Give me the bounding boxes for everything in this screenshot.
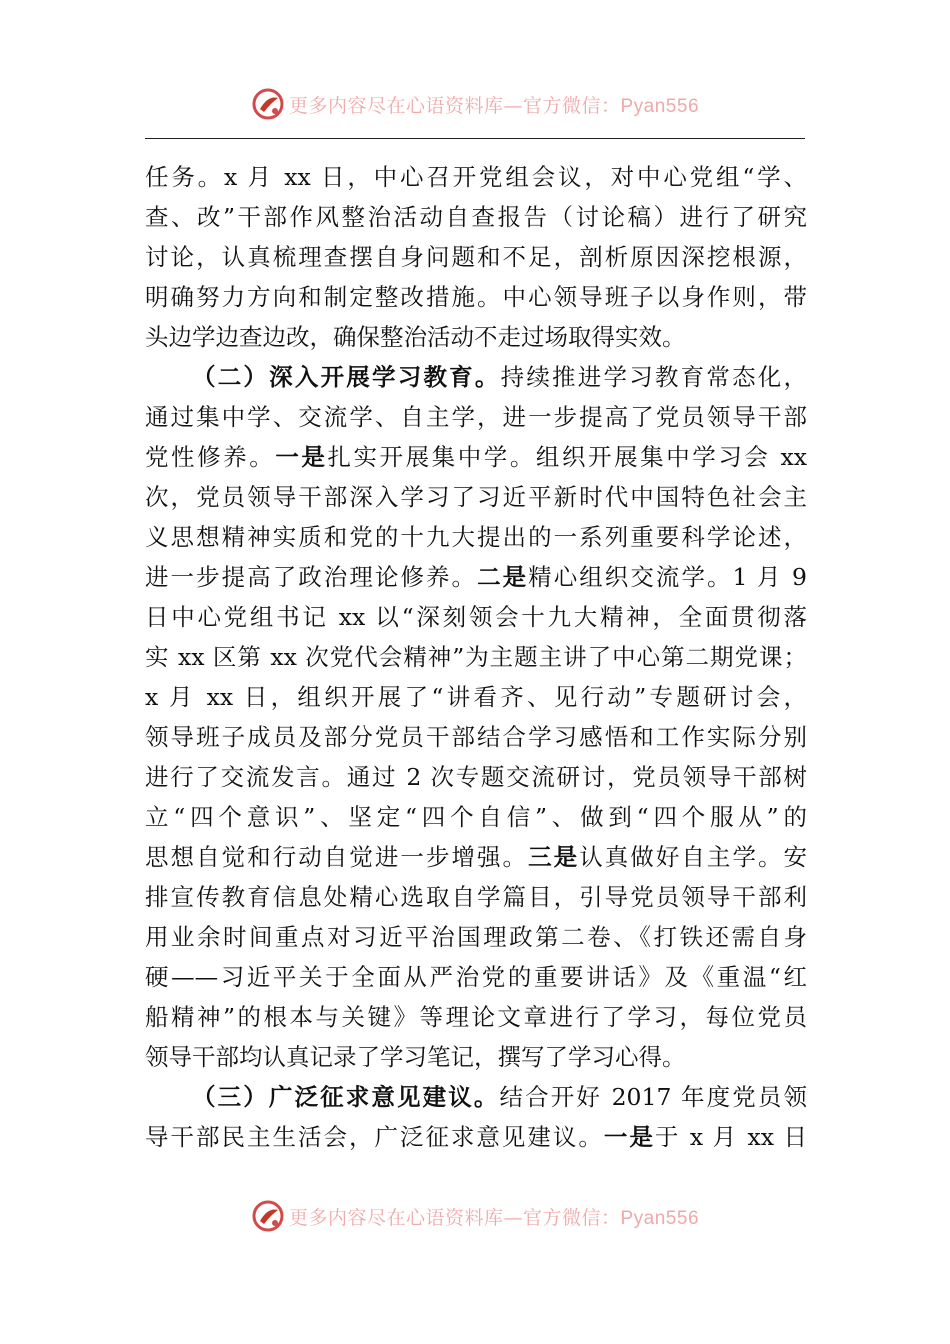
para2-line: 领导班子成员及部分党员干部结合学习感悟和工作实际分别 bbox=[145, 723, 807, 751]
header-divider bbox=[145, 138, 805, 139]
watermark-text: 更多内容尽在心语资料库—官方微信： bbox=[288, 94, 621, 117]
para1-line: 查、改”干部作风整治活动自查报告（讨论稿）进行了研究 bbox=[145, 203, 807, 231]
para2-line: （二）深入开展学习教育。持续推进学习教育常态化， bbox=[192, 363, 808, 391]
footer-watermark bbox=[0, 1196, 950, 1236]
para2-line: 船精神”的根本与关键》等理论文章进行了学习，每位党员 bbox=[145, 1003, 807, 1031]
para1-line: 任务。x 月 xx 日，中心召开党组会议，对中心党组“学、 bbox=[145, 163, 807, 191]
para2-line: 次，党员领导干部深入学习了习近平新时代中国特色社会主 bbox=[145, 483, 807, 511]
section-heading: （三）广泛征求意见建议。 bbox=[192, 1083, 500, 1111]
document-body bbox=[145, 157, 807, 1157]
brush-logo-icon bbox=[251, 1199, 285, 1233]
para3-line: 导干部民主生活会，广泛征求意见建议。一是于 x 月 xx 日 bbox=[145, 1123, 808, 1151]
brush-logo-icon bbox=[251, 87, 285, 121]
para3-line: （三）广泛征求意见建议。结合开好 2017 年度党员领 bbox=[192, 1083, 807, 1111]
para1-line: 头边学边查边改，确保整治活动不走过场取得实效。 bbox=[145, 323, 686, 351]
header-watermark bbox=[0, 84, 950, 124]
para2-line: 用业余时间重点对习近平治国理政第二卷、《打铁还需自身 bbox=[145, 923, 807, 951]
para2-line: 日中心党组书记 xx 以“深刻领会十九大精神，全面贯彻落 bbox=[145, 603, 807, 631]
para2-line: 进行了交流发言。通过 2 次专题交流研讨，党员领导干部树 bbox=[145, 763, 807, 791]
watermark-wechat-id: Pyan556 bbox=[620, 95, 700, 117]
para2-line: 硬——习近平关于全面从严治党的重要讲话》及《重温“红 bbox=[145, 963, 807, 991]
para1-line: 讨论，认真梳理查摆自身问题和不足，剖析原因深挖根源， bbox=[145, 243, 807, 271]
para2-line: 党性修养。一是扎实开展集中学。组织开展集中学习会 xx bbox=[145, 443, 808, 471]
para2-line: 进一步提高了政治理论修养。二是精心组织交流学。1 月 9 bbox=[145, 563, 808, 591]
para2-line: 排宣传教育信息处精心选取自学篇目，引导党员领导干部利 bbox=[145, 883, 807, 911]
para2-line: 领导干部均认真记录了学习笔记，撰写了学习心得。 bbox=[145, 1043, 686, 1071]
para2-line: 实 xx 区第 xx 次党代会精神”为主题主讲了中心第二期党课； bbox=[145, 643, 807, 671]
para2-line: 义思想精神实质和党的十九大提出的一系列重要科学论述， bbox=[145, 523, 807, 551]
para1-line: 明确努力方向和制定整改措施。中心领导班子以身作则，带 bbox=[145, 283, 807, 311]
para2-line: 思想自觉和行动自觉进一步增强。三是认真做好自主学。安 bbox=[145, 843, 808, 871]
para2-line: 通过集中学、交流学、自主学，进一步提高了党员领导干部 bbox=[145, 403, 807, 431]
watermark-text: 更多内容尽在心语资料库—官方微信： bbox=[288, 1206, 621, 1229]
para2-line: x 月 xx 日，组织开展了“讲看齐、见行动”专题研讨会， bbox=[145, 683, 807, 711]
para2-line: 立“四个意识”、坚定“四个自信”、做到“四个服从”的 bbox=[145, 803, 807, 831]
section-heading: （二）深入开展学习教育。 bbox=[192, 363, 501, 391]
watermark-wechat-id: Pyan556 bbox=[620, 1207, 700, 1229]
